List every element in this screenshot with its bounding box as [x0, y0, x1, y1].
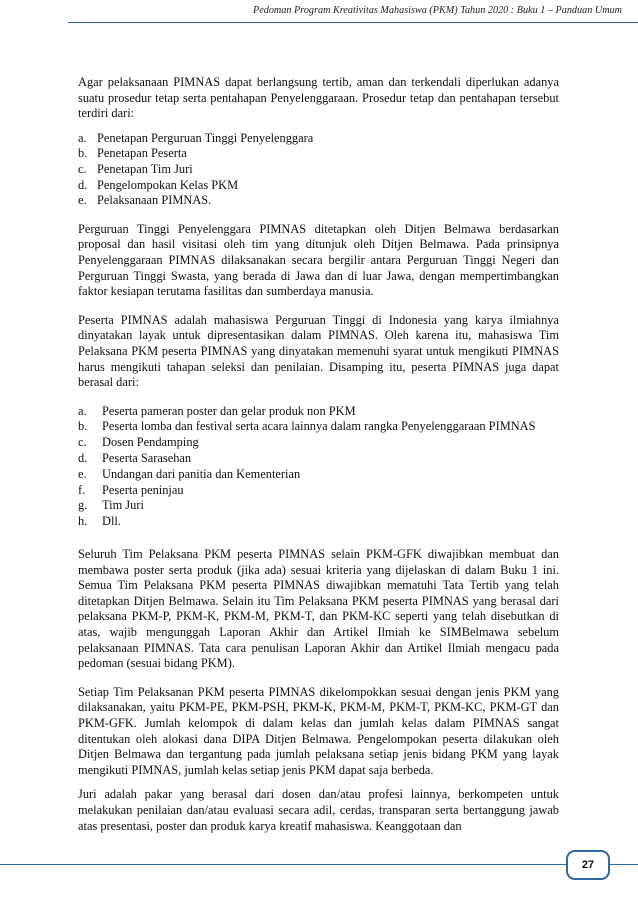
list-marker: a.	[78, 130, 87, 145]
list-text: Peserta Sarasehan	[102, 451, 192, 466]
footer-rule	[0, 864, 638, 865]
list-text: Peserta peninjau	[102, 482, 184, 497]
list-text: Pengelompokan Kelas PKM	[97, 177, 239, 192]
list-item	[78, 483, 559, 499]
participant-source-list	[78, 404, 559, 530]
paragraph-jury: Juri adalah pakar yang berasal dari dosen dan/atau profesi lainnya, berkompeten untuk melakukan penilaian dan/atau evaluasi secara adil, cerdas, transparan serta bertanggung jawab atas presentasi, poster dan produk karya kreatif mahasiswa. Keanggotaan dan	[78, 787, 559, 833]
list-marker: f.	[78, 482, 86, 497]
list-item	[78, 131, 559, 147]
paragraph-intro: Agar pelaksanaan PIMNAS dapat berlangsung tertib, aman dan terkendali diperlukan adanya suatu prosedur tetap serta pentahapan Penyelenggaraan. Prosedur tetap dan pentahapan tersebut terdiri dari:	[78, 75, 559, 121]
list-text: Dll.	[102, 514, 121, 529]
paragraph-poster-requirements: Seluruh Tim Pelaksana PKM peserta PIMNAS selain PKM-GFK diwajibkan membuat dan membawa poster serta produk (jika ada) sesuai kriteria yang dijelaskan di dalam Buku 1 ini. Semua Tim Pelaksana PKM peserta PIMNAS diwajibkan mematuhi Tata Tertib yang telah ditetapkan Ditjen Belmawa. Selain itu Tim Pelaksana PKM peserta PIMNAS yang berasal dari pelaksana PKM-P, PKM-K, PKM-M, PKM-T, dan PKM-KC seperti yang telah disebutkan di atas, wajib mengunggah Laporan Akhir dan Artikel Ilmiah ke SIMBelmawa sebelum pelaksanaan PIMNAS. Tata cara penulisan Laporan Akhir dan Artikel Ilmiah mengacu pada pedoman (sesuai bidang PKM).	[78, 547, 559, 671]
list-item	[78, 178, 559, 194]
list-marker: a.	[78, 403, 87, 418]
list-marker: h.	[78, 514, 88, 529]
running-header: Pedoman Program Kreativitas Mahasiswa (PKM) Tahun 2020 : Buku 1 – Panduan Umum	[253, 5, 622, 16]
list-item	[78, 193, 559, 209]
list-item	[78, 514, 559, 530]
list-text: Dosen Pendamping	[102, 435, 199, 450]
list-item	[78, 451, 559, 467]
paragraph-host-university: Perguruan Tinggi Penyelenggara PIMNAS ditetapkan oleh Ditjen Belmawa berdasarkan proposal dan hasil visitasi oleh tim yang ditunjuk oleh Ditjen Belmawa. Pada prinsipnya Penyelenggaraan PIMNAS dilaksanakan secara bergilir antara Perguruan Tinggi Negeri dan Perguruan Tinggi Swasta, yang berada di Jawa dan di luar Jawa, dengan mempertimbangkan faktor kesiapan terutama fasilitas dan sumberdaya manusia.	[78, 221, 559, 299]
list-item	[78, 404, 559, 420]
list-marker: d.	[78, 451, 88, 466]
list-text: Peserta pameran poster dan gelar produk non PKM	[102, 403, 356, 418]
list-item	[78, 162, 559, 178]
list-item	[78, 467, 559, 483]
list-text: Peserta lomba dan festival serta acara lainnya dalam rangka Penyelenggaraan PIMNAS	[102, 419, 536, 434]
list-marker: c.	[78, 161, 87, 176]
list-item	[78, 498, 559, 514]
list-text: Tim Juri	[102, 498, 144, 513]
list-text: Penetapan Tim Juri	[97, 161, 193, 176]
list-marker: e.	[78, 466, 87, 481]
procedure-list	[78, 131, 559, 209]
list-marker: b.	[78, 146, 88, 161]
page-number-badge: 27	[566, 850, 610, 880]
list-text: Penetapan Peserta	[97, 146, 187, 161]
list-item	[78, 435, 559, 451]
list-item	[78, 146, 559, 162]
paragraph-class-grouping: Setiap Tim Pelaksanan PKM peserta PIMNAS dikelompokkan sesuai dengan jenis PKM yang dilaksanakan, yaitu PKM-PE, PKM-PSH, PKM-K, PKM-M, PKM-T, PKM-KC, PKM-GT dan PKM-GFK. Jumlah kelompok di dalam kelas dan jumlah kelas dalam PIMNAS sangat ditentukan oleh alokasi dana DIPA Ditjen Belmawa. Pengelompokan peserta dilakukan oleh Ditjen Belmawa dan tergantung pada jumlah pelaksana setiap jenis bidang PKM yang layak mengikuti PIMNAS, jumlah kelas setiap jenis PKM dapat saja berbeda.	[78, 684, 559, 777]
list-text: Undangan dari panitia dan Kementerian	[102, 466, 301, 481]
list-text: Pelaksanaan PIMNAS.	[97, 193, 212, 208]
list-text: Penetapan Perguruan Tinggi Penyelenggara	[97, 130, 314, 145]
list-marker: c.	[78, 435, 87, 450]
list-item	[78, 419, 559, 435]
paragraph-participants: Peserta PIMNAS adalah mahasiswa Perguruan Tinggi di Indonesia yang karya ilmiahnya dinyatakan layak untuk dipresentasikan dalam PIMNAS. Oleh karena itu, mahasiswa Tim Pelaksana PKM peserta PIMNAS yang dinyatakan memenuhi syarat untuk mengikuti PIMNAS harus mengikuti tahapan seleksi dan penilaian. Disamping itu, peserta PIMNAS juga dapat berasal dari:	[78, 312, 559, 390]
list-marker: b.	[78, 419, 88, 434]
body-content	[78, 75, 559, 834]
list-marker: g.	[78, 498, 88, 513]
list-marker: d.	[78, 177, 88, 192]
list-marker: e.	[78, 193, 87, 208]
header-rule	[68, 22, 638, 23]
